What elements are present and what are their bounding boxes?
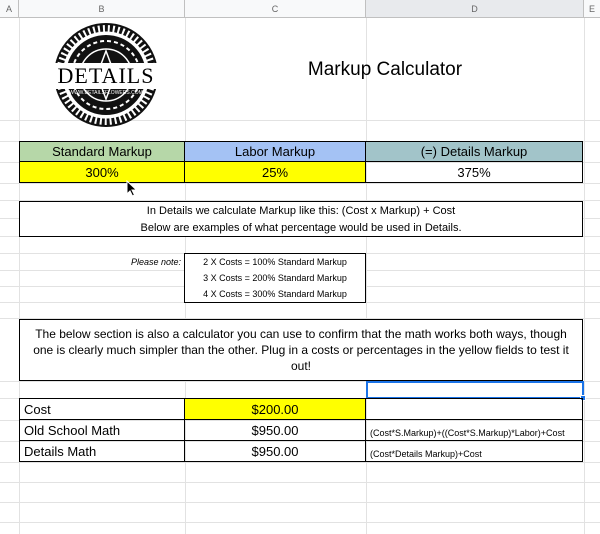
selected-cell[interactable] <box>366 381 584 399</box>
column-header-label: D <box>471 3 478 14</box>
logo-brand-text: DETAILS <box>57 63 155 88</box>
please-note-label: Please note: <box>130 256 181 267</box>
column-header-label: A <box>5 3 12 14</box>
note-example-1: 2 X Costs = 100% Standard Markup <box>203 257 347 267</box>
column-header-label: C <box>271 3 279 14</box>
details-markup-value: 375% <box>365 161 583 183</box>
standard-markup-header: Standard Markup <box>19 141 185 162</box>
grid-line <box>0 482 600 483</box>
labor-markup-header: Labor Markup <box>184 141 366 162</box>
grid-line <box>0 502 600 503</box>
old-school-math-label: Old School Math <box>19 419 185 441</box>
column-header-e[interactable] <box>584 0 600 18</box>
details-math-value: $950.00 <box>184 440 366 462</box>
page-title: Markup Calculator <box>307 59 463 80</box>
logo-url-text: WWW.DETAILSFLOWERS.COM <box>69 90 143 96</box>
column-header-a[interactable] <box>0 0 19 18</box>
mouse-cursor-icon <box>126 180 138 197</box>
note-example-3: 4 X Costs = 300% Standard Markup <box>203 289 347 299</box>
old-school-math-value: $950.00 <box>184 419 366 441</box>
column-header-d[interactable] <box>366 0 584 18</box>
calculator-description: The below section is also a calculator you can use to confirm that the math works both ways, though one is clearly much simpler than the other. Plug in a costs or percentages in the yellow fields to test it out! <box>19 319 583 381</box>
note-examples-box <box>184 253 366 303</box>
grid-line <box>584 18 585 534</box>
column-header-b[interactable] <box>19 0 185 18</box>
explanation-line-2: Below are examples of what percentage would be used in Details. <box>140 222 462 234</box>
standard-markup-input[interactable]: 300% <box>19 161 185 183</box>
details-math-label: Details Math <box>19 440 185 462</box>
cost-label: Cost <box>19 398 185 420</box>
grid-line <box>0 522 600 523</box>
grid-line <box>0 183 600 184</box>
cost-formula <box>365 398 583 420</box>
old-school-math-formula: (Cost*S.Markup)+((Cost*S.Markup)*Labor)+Cost <box>365 419 583 441</box>
details-math-formula: (Cost*Details Markup)+Cost <box>365 440 583 462</box>
labor-markup-input[interactable]: 25% <box>184 161 366 183</box>
explanation-box <box>19 201 583 237</box>
column-header-label: E <box>588 3 595 14</box>
note-example-2: 3 X Costs = 200% Standard Markup <box>203 273 347 283</box>
cost-input[interactable]: $200.00 <box>184 398 366 420</box>
column-header-label: B <box>98 3 105 14</box>
details-logo <box>52 22 160 128</box>
details-markup-header: (=) Details Markup <box>365 141 583 162</box>
explanation-line-1: In Details we calculate Markup like this: (Cost x Markup) + Cost <box>146 205 456 217</box>
grid-line <box>0 462 600 463</box>
column-header-c[interactable] <box>185 0 366 18</box>
